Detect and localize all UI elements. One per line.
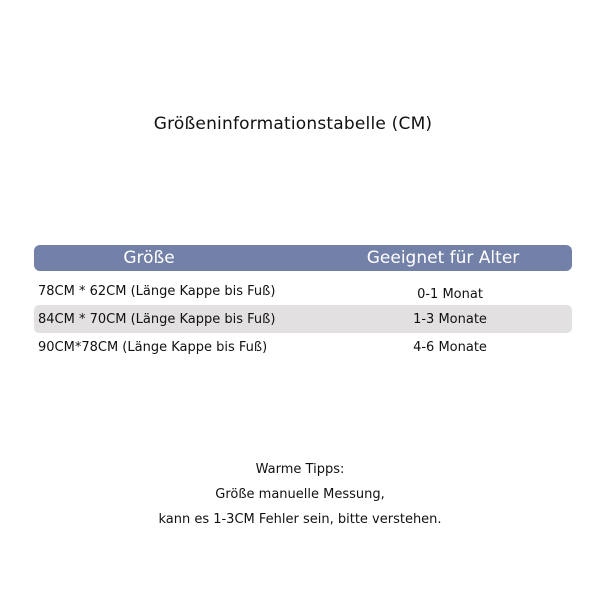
table-row bbox=[34, 277, 572, 305]
tips-line-1: Größe manuelle Messung, bbox=[215, 487, 385, 502]
row-size: 90CM*78CM (Länge Kappe bis Fuß) bbox=[38, 339, 268, 355]
row-size: 84CM * 70CM (Länge Kappe bis Fuß) bbox=[38, 311, 276, 327]
row-size: 78CM * 62CM (Länge Kappe bis Fuß) bbox=[38, 283, 276, 299]
header-age: Geeignet für Alter bbox=[366, 248, 520, 268]
header-size: Größe bbox=[123, 248, 175, 268]
table-row bbox=[34, 305, 572, 333]
row-age: 0-1 Monat bbox=[417, 286, 483, 302]
tips-line-2: kann es 1-3CM Fehler sein, bitte verstehen. bbox=[158, 512, 442, 527]
row-age: 4-6 Monate bbox=[413, 339, 487, 355]
table-row bbox=[34, 333, 572, 361]
page-title: Größeninformationstabelle (CM) bbox=[153, 114, 433, 134]
tips-section bbox=[0, 457, 600, 532]
tips-heading: Warme Tipps: bbox=[255, 462, 345, 477]
table-header bbox=[34, 245, 572, 271]
row-age: 1-3 Monate bbox=[413, 311, 487, 327]
size-table bbox=[34, 245, 572, 361]
